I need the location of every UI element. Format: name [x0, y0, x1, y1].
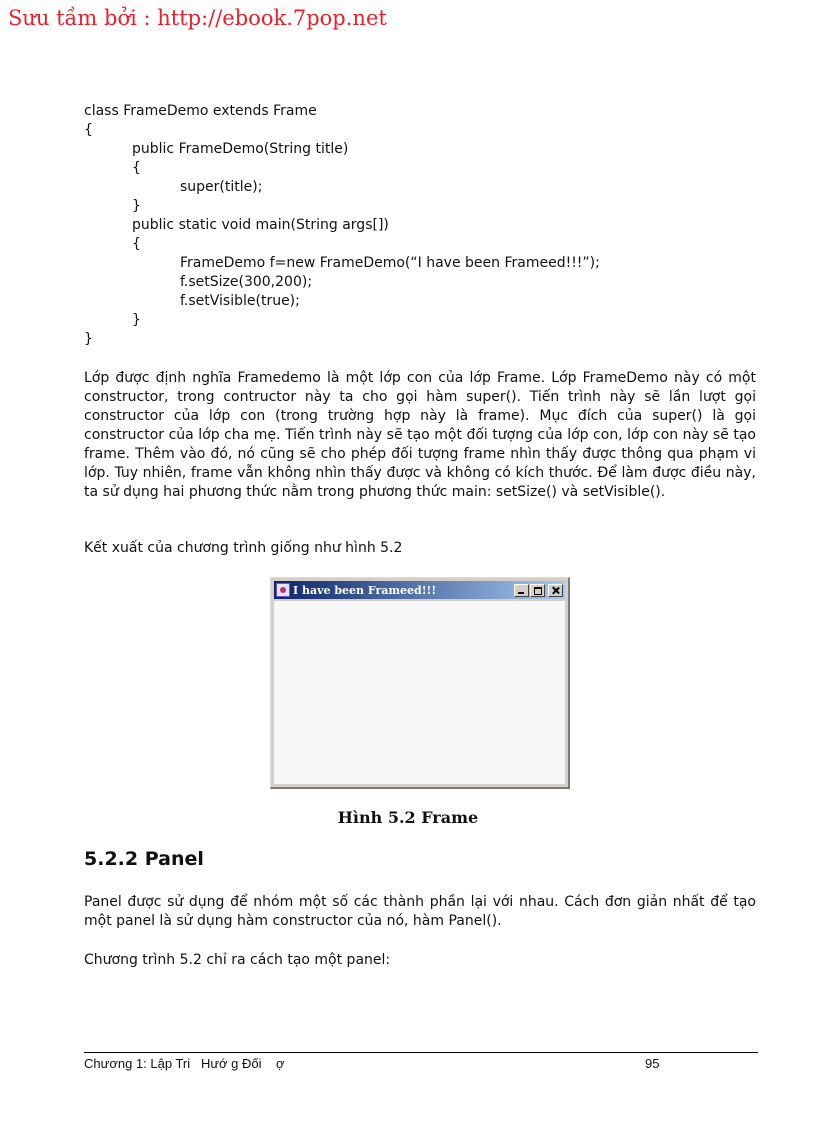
figure-caption: Hình 5.2 Frame [337, 808, 479, 827]
window-titlebar [274, 581, 565, 599]
program-intro-paragraph: Chương trình 5.2 chỉ ra cách tạo một panel: [84, 952, 391, 968]
code-line: } [84, 331, 93, 347]
code-line: public FrameDemo(String title) [132, 141, 349, 157]
code-line: { [132, 160, 141, 176]
page-number: 95 [645, 1056, 660, 1071]
code-line: class FrameDemo extends Frame [84, 103, 317, 119]
footer-divider [84, 1052, 758, 1053]
section-heading: 5.2.2 Panel [84, 848, 204, 870]
output-intro-paragraph: Kết xuất của chương trình giống như hình 5.2 [84, 540, 403, 556]
code-line: { [84, 122, 93, 138]
window-title: I have been Frameed!!! [293, 583, 437, 597]
code-line: } [132, 198, 141, 214]
watermark-text: Sưu tầm bởi : http://ebook.7pop.net [8, 6, 387, 30]
maximize-icon[interactable] [530, 584, 545, 597]
code-line: public static void main(String args[]) [132, 217, 389, 233]
window-client-area [274, 601, 565, 784]
panel-paragraph: Panel được sử dụng để nhóm một số các thành phần lại với nhau. Cách đơn giản nhất để tạo một panel là sử dụng hàm constructor của nó, hàm Panel(). [84, 894, 756, 929]
code-line: super(title); [180, 179, 263, 195]
code-line: f.setVisible(true); [180, 293, 300, 309]
code-line: { [132, 236, 141, 252]
code-line: f.setSize(300,200); [180, 274, 313, 290]
frame-window-screenshot [270, 577, 570, 789]
close-icon[interactable] [548, 584, 563, 597]
java-app-icon [276, 583, 290, 597]
footer-chapter: Chương 1: Lập Tri Hướ g Đối ợ [84, 1056, 285, 1071]
code-line: } [132, 312, 141, 328]
code-line: FrameDemo f=new FrameDemo(“I have been Frameed!!!”); [180, 255, 600, 271]
explanation-paragraph: Lớp được định nghĩa Framedemo là một lớp con của lớp Frame. Lớp FrameDemo này có một constructor, trong contructor này ta cho gọi hàm super(). Tiến trình này sẽ lần lượt gọi constructor của lớp con (trong trường hợp này là frame). Mục đích của super() là gọi constructor của lớp cha mẹ. Tiến trình này sẽ tạo một đối tượng của lớp con, lớp con này sẽ tạo frame. Thêm vào đó, nó cũng sẽ cho phép đối tượng frame nhìn thấy được thông qua phạm vi lớp. Tuy nhiên, frame vẫn không nhìn thấy được và không có kích thước. Để làm được điều này, ta sử dụng hai phương thức nằm trong phương thức main: setSize() và setVisible(). [84, 370, 756, 500]
minimize-icon[interactable] [514, 584, 529, 597]
code-listing [84, 102, 600, 349]
